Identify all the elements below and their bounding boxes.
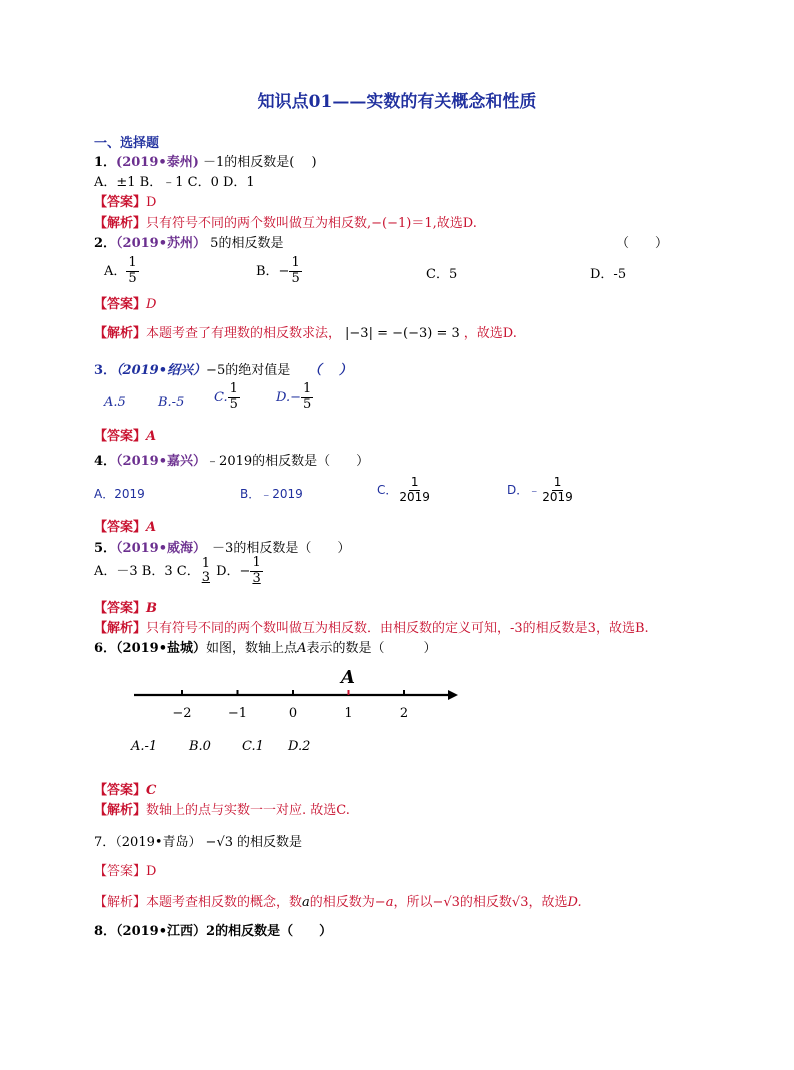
answer-label: 【答案】 [94, 864, 147, 879]
q2-source: （2019•苏州） [116, 236, 207, 251]
answer-label: 【答案】 [94, 783, 147, 798]
q5-number: 5． [94, 541, 117, 556]
q2-stem: 5的相反数是 [206, 236, 284, 251]
explanation-var: D. [567, 895, 582, 910]
denominator: 2019 [542, 489, 573, 504]
q4-option-c [377, 476, 432, 505]
q8-number: 8． [94, 924, 117, 939]
q2-answer [94, 293, 156, 312]
q6-answer [94, 779, 156, 798]
q5-options [94, 556, 263, 587]
q7-number: 7． [94, 835, 116, 850]
explanation-label: 【解析】 [94, 803, 147, 818]
q2-option-a [104, 256, 139, 287]
numerator: 1 [410, 475, 419, 489]
answer-value: D [146, 864, 157, 879]
denominator: 5 [128, 270, 137, 286]
explanation-text: ，所以−√3的相反数√3，故选 [393, 895, 568, 910]
q7-source: （2019•青岛） [115, 835, 202, 850]
explanation-text: ，故选D. [463, 326, 517, 341]
fraction [540, 476, 575, 505]
q4-source: （2019•嘉兴） [116, 454, 207, 469]
q2-option-c: C．5 [426, 267, 458, 282]
question-5 [94, 537, 350, 556]
option-label: C． [377, 482, 398, 497]
q1-answer [94, 191, 156, 210]
q6-stem: 如图，数轴上点 [206, 641, 298, 656]
q6-option-a: A.-1 [131, 739, 158, 754]
denominator: 3 [201, 570, 210, 586]
option-label: D.− [276, 389, 301, 405]
answer-value: A [146, 429, 157, 444]
q2-explanation [94, 322, 517, 341]
denominator: 5 [229, 396, 238, 412]
q2-number: 2． [94, 236, 117, 251]
q3-bracket: （ ） [308, 363, 352, 378]
answer-value: C [146, 783, 157, 798]
explanation-label: 【解析】 [94, 326, 147, 341]
q7-explanation [94, 891, 582, 910]
q5-stem: －3的相反数是（ ） [212, 541, 351, 556]
q6-number: 6． [94, 641, 117, 656]
option-label: A． [104, 263, 127, 279]
answer-label: 【答案】 [94, 601, 147, 616]
fraction [301, 382, 313, 413]
explanation-text: 只有符号不同的两个数叫做互为相反数,−(−1)＝1,故选D. [146, 216, 477, 231]
fraction [289, 256, 301, 287]
tick-label: 1 [344, 706, 353, 721]
q3-option-c [214, 382, 240, 413]
q3-option-b: B.-5 [158, 395, 185, 410]
explanation-text: 本题考查了有理数的相反数求法， [146, 326, 342, 341]
question-3 [94, 359, 352, 378]
denominator: 3 [252, 570, 261, 586]
q3-option-a: A.5 [104, 395, 126, 410]
fraction [228, 382, 240, 413]
numerator: 1 [229, 381, 238, 396]
numerator: 1 [302, 381, 312, 396]
q3-source: （2019•绍兴） [116, 363, 207, 378]
q2-option-b [256, 256, 302, 287]
answer-label: 【答案】 [94, 195, 147, 210]
answer-value: B [146, 601, 158, 616]
q3-answer [94, 425, 156, 444]
answer-label: 【答案】 [94, 520, 147, 535]
q4-option-b: B．﹣2019 [240, 487, 303, 501]
q7-answer [94, 860, 156, 879]
numerator: 1 [201, 555, 210, 571]
answer-value: A [146, 520, 157, 535]
q6-stem: 表示的数是（ ） [306, 641, 437, 656]
q3-number: 3． [94, 363, 117, 378]
q5-answer [94, 597, 157, 616]
explanation-label: 【解析】 [94, 895, 147, 910]
q8-source: （2019•江西） [116, 924, 207, 939]
answer-label: 【答案】 [94, 429, 147, 444]
denominator: 5 [291, 270, 300, 286]
number-line [130, 665, 460, 725]
fraction [397, 476, 432, 505]
numerator: 1 [252, 555, 261, 570]
q1-source: (2019•泰州) [116, 155, 199, 170]
q7-stem: 的相反数是 [237, 835, 303, 850]
explanation-text: 数轴上的点与实数一一对应. 故选C. [146, 803, 350, 818]
q5-explanation [94, 617, 649, 636]
fraction [126, 256, 138, 287]
explanation-text: 本题考查相反数的概念，数 [146, 895, 303, 910]
q4-option-d [507, 476, 575, 505]
axis-arrow-icon [448, 690, 458, 700]
q6-explanation [94, 799, 350, 818]
section-heading: 一、选择题 [94, 136, 160, 151]
explanation-var: a [385, 895, 394, 910]
answer-value: D [146, 297, 157, 312]
answer-value: D [146, 195, 157, 210]
tick-label: −2 [172, 706, 192, 721]
question-1 [94, 151, 317, 170]
q1-explanation [94, 212, 477, 231]
q1-options: A．±1 B．﹣1 C．0 D．1 [94, 175, 255, 190]
q4-number: 4． [94, 454, 117, 469]
q6-option-c: C.1 [242, 739, 264, 754]
explanation-text: 的相反数为− [309, 895, 386, 910]
question-7 [94, 831, 302, 850]
q7-math: −√3 [205, 835, 233, 850]
denominator: 5 [302, 396, 312, 412]
q1-number: 1． [94, 155, 117, 170]
tick-label: 2 [399, 706, 409, 721]
q4-option-a: A．2019 [94, 487, 145, 501]
fraction [200, 557, 212, 587]
explanation-label: 【解析】 [94, 621, 147, 636]
fraction [250, 556, 262, 587]
page-title: 知识点01——实数的有关概念和性质 [257, 92, 537, 112]
q6-source: （2019•盐城） [116, 641, 207, 656]
q8-stem: 2的相反数是（ ） [206, 924, 333, 939]
q5-source: （2019•威海） [116, 541, 207, 556]
q2-bracket: （ ） [616, 236, 669, 251]
explanation-math: |−3| = −(−3) = 3 [345, 326, 460, 341]
answer-label: 【答案】 [94, 297, 147, 312]
question-8 [94, 920, 332, 939]
q3-stem: −5的绝对值是 [206, 363, 291, 378]
q4-stem: ﹣2019的相反数是（ ） [206, 454, 370, 469]
q6-option-d: D.2 [288, 739, 311, 754]
numerator: 1 [128, 255, 137, 270]
q6-point-var: A [297, 641, 307, 656]
question-2 [94, 232, 283, 251]
option-label: A．－3 B．3 C． [94, 563, 200, 579]
option-label: D．﹣ [507, 482, 541, 497]
explanation-label: 【解析】 [94, 216, 147, 231]
point-label: A [341, 667, 355, 688]
tick-label: 0 [288, 706, 298, 721]
numerator: 1 [553, 475, 562, 489]
option-label: B．− [256, 263, 290, 279]
q2-option-d: D．-5 [590, 267, 627, 282]
numerator: 1 [291, 255, 300, 270]
option-label: D．− [211, 563, 251, 579]
explanation-var: a [302, 895, 310, 910]
q6-option-b: B.0 [189, 739, 211, 754]
question-6 [94, 637, 436, 656]
q4-answer [94, 516, 156, 535]
tick-label: −1 [227, 706, 248, 721]
q1-stem: －1的相反数是( ) [202, 155, 317, 170]
q3-option-d [276, 382, 313, 413]
explanation-text: 只有符号不同的两个数叫做互为相反数．由相反数的定义可知，-3的相反数是3，故选B. [146, 621, 649, 636]
question-4 [94, 450, 369, 469]
option-label: C. [214, 389, 228, 405]
denominator: 2019 [399, 489, 430, 504]
